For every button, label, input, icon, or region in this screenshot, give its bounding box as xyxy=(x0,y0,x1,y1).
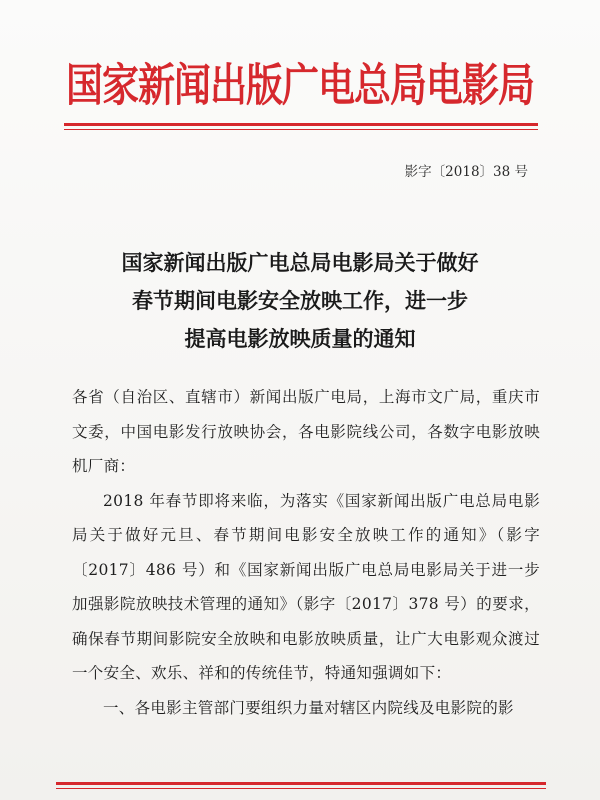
title-line-2: 春节期间电影安全放映工作，进一步 xyxy=(132,289,468,313)
letterhead-rule-thin xyxy=(64,129,538,130)
addressee-paragraph: 各省（自治区、直辖市）新闻出版广电局，上海市文广局，重庆市文委，中国电影发行放映协会，各电影院线公司，各数字电影放映机厂商： xyxy=(72,388,540,475)
title-line-3: 提高电影放映质量的通知 xyxy=(184,327,416,351)
document-title xyxy=(0,244,600,358)
document-number: 影字〔2018〕38 号 xyxy=(404,164,528,180)
title-line-1: 国家新闻出版广电总局电影局关于做好 xyxy=(121,251,479,275)
footer-rule-thin xyxy=(56,788,546,789)
body-paragraph-1: 2018 年春节即将来临，为落实《国家新闻出版广电总局电影局关于做好元旦、春节期间电影安全放映工作的通知》（影字〔2017〕486 号）和《国家新闻出版广电总局电影局关于进一步加强影院放映技术管理的通知》（影字〔2017〕378 号）的要求，确保春节期间影院安全放映和电影放映质量，让广大电影观众渡过一个安全、欢乐、祥和的传统佳节，特通知强调如下： xyxy=(72,491,540,682)
body-paragraph-2: 一、各电影主管部门要组织力量对辖区内院线及电影院的影 xyxy=(103,698,514,717)
document-body xyxy=(72,380,540,725)
letterhead-title: 国家新闻出版广电总局电影局 xyxy=(66,58,534,112)
letterhead-rule-thick xyxy=(64,123,538,126)
footer-rule-thick xyxy=(56,782,546,785)
